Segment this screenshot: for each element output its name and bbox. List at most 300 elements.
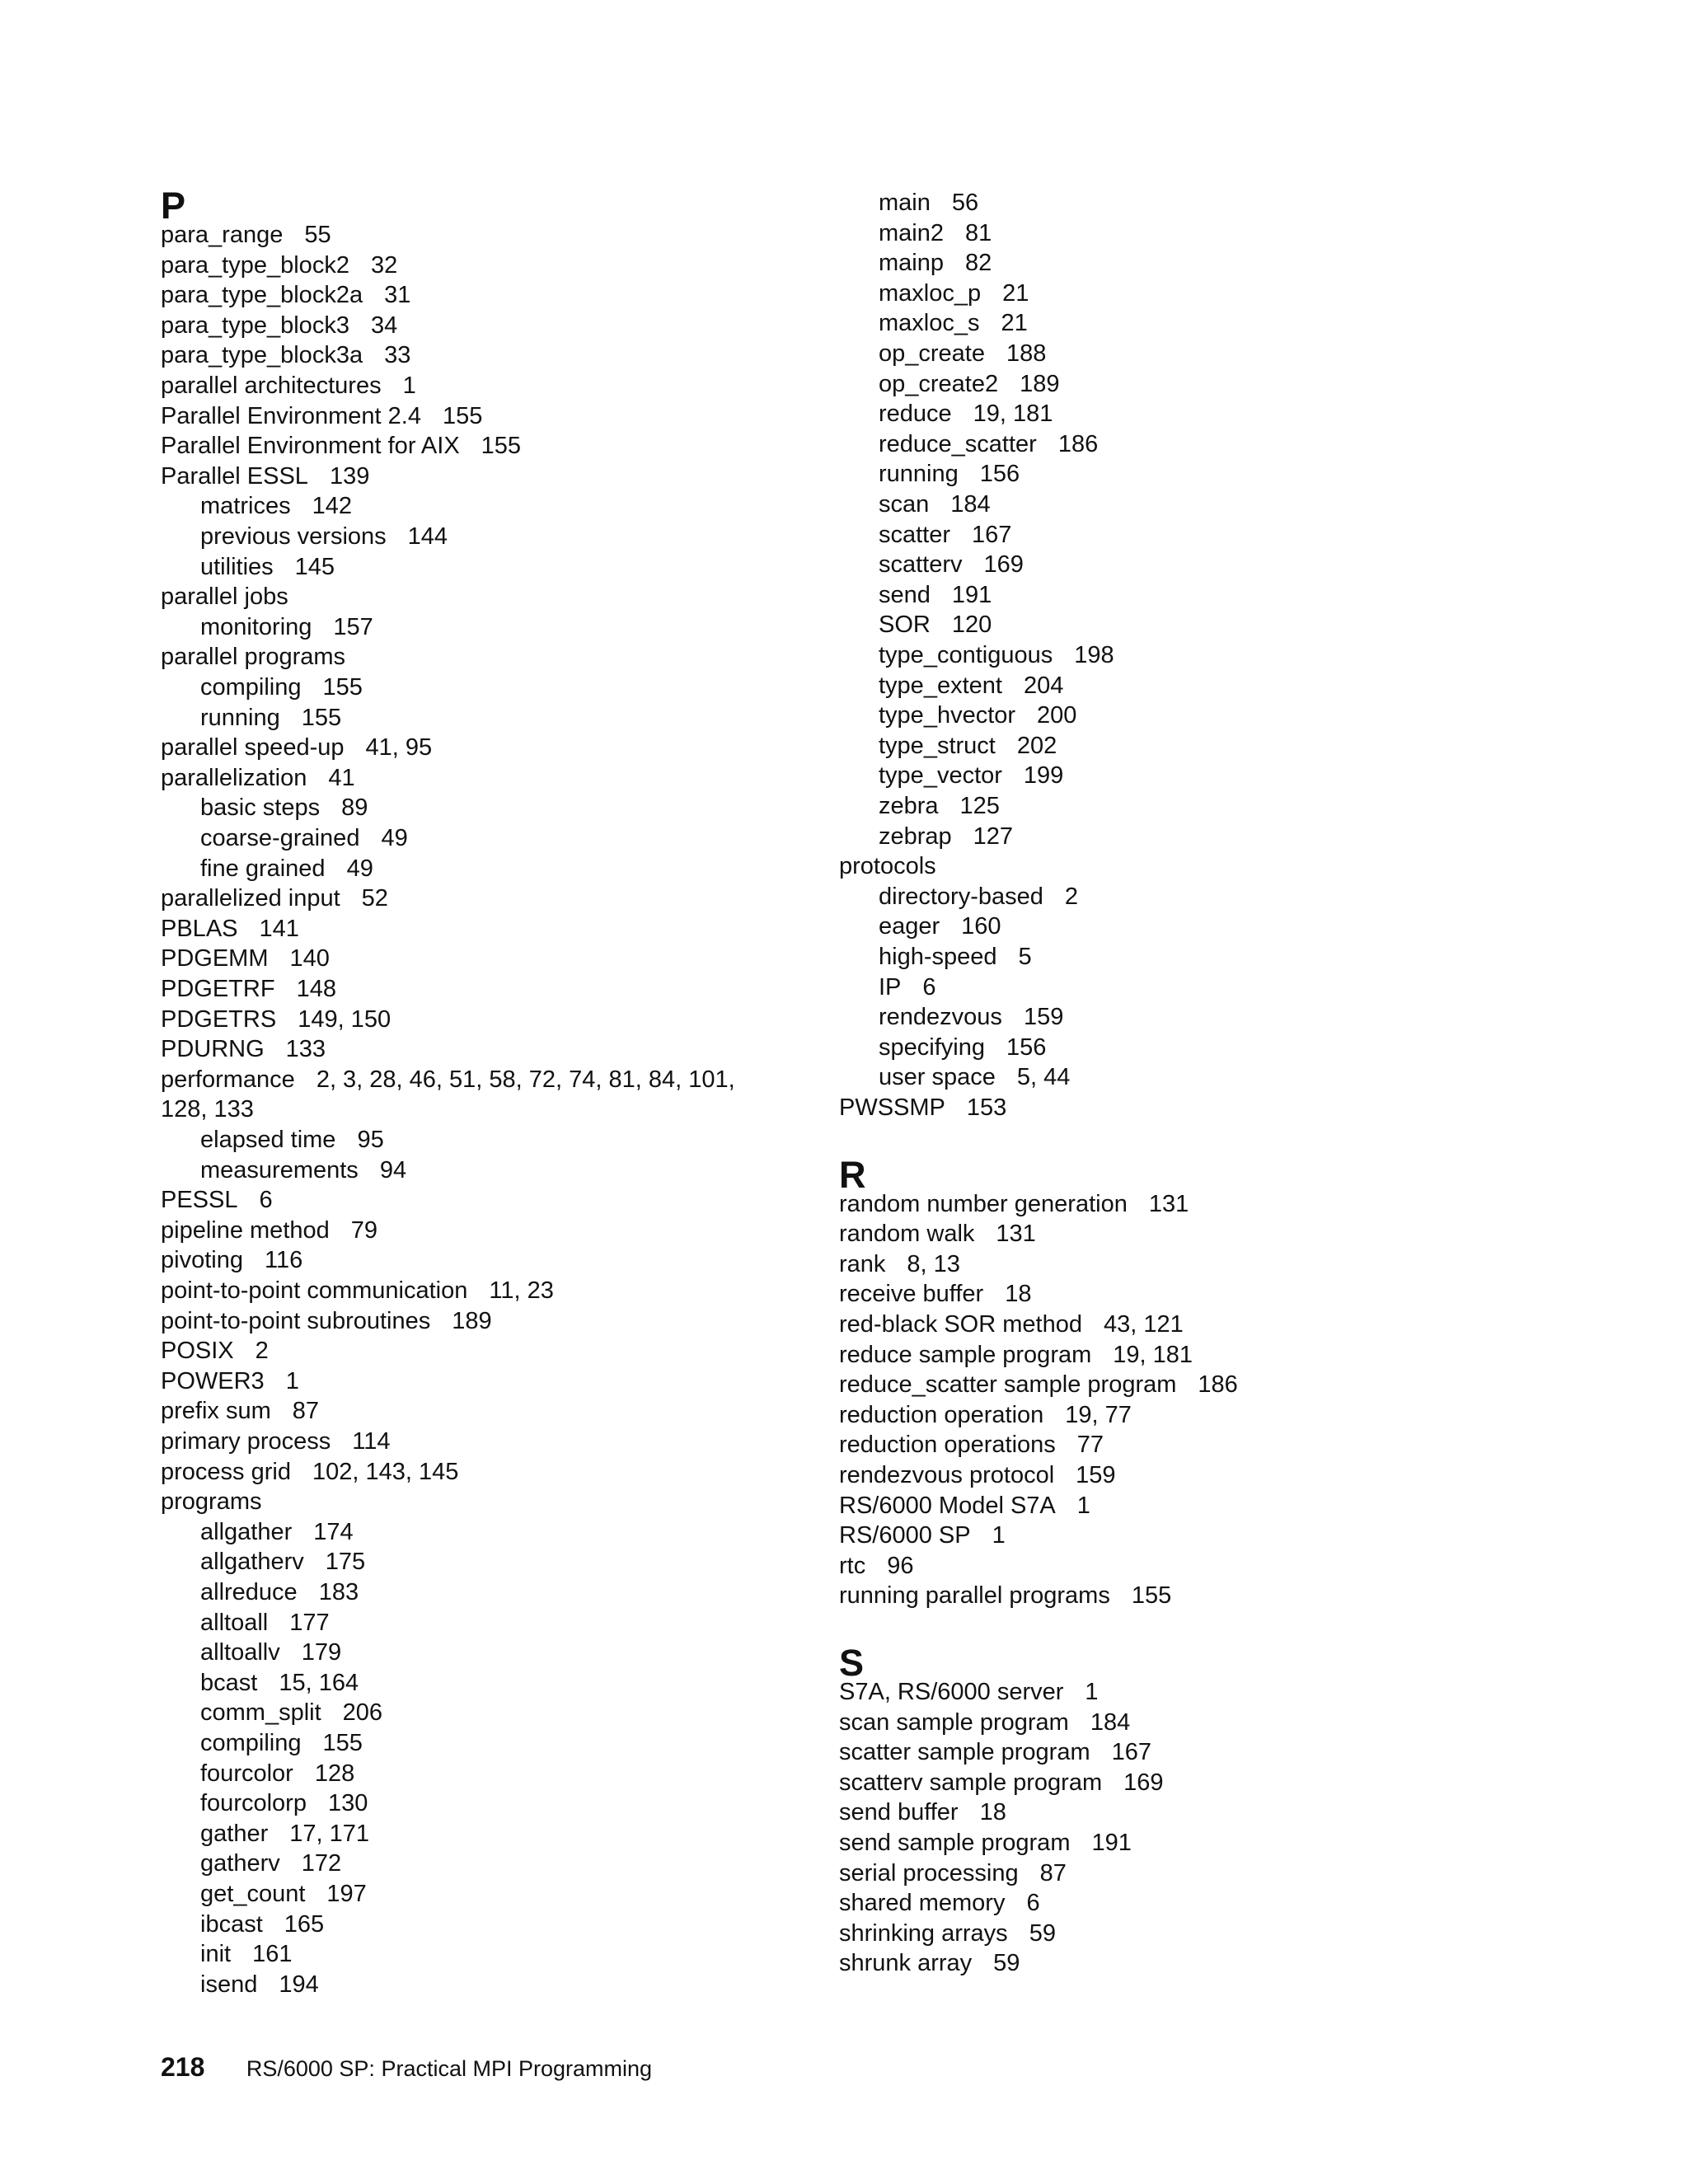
index-subentry xyxy=(200,1577,359,1607)
index-page-refs: 21 xyxy=(1001,310,1028,337)
index-subentry xyxy=(879,942,1032,972)
index-term: PDURNG xyxy=(161,1036,265,1063)
index-term: primary process xyxy=(161,1428,331,1455)
index-term: type_vector xyxy=(879,762,1002,790)
index-page-refs: 125 xyxy=(959,793,1000,819)
index-subentry xyxy=(200,1698,382,1727)
index-term: rtc xyxy=(839,1552,866,1579)
index-term: POSIX xyxy=(161,1338,234,1365)
index-subentry xyxy=(200,703,341,733)
index-page-refs: 41, 95 xyxy=(365,734,433,762)
index-subentry xyxy=(879,308,1028,338)
index-term: S7A, RS/6000 server xyxy=(839,1679,1064,1705)
index-entry xyxy=(161,1457,458,1487)
index-subentry xyxy=(879,580,992,610)
index-term: directory-based xyxy=(879,883,1043,910)
index-entry xyxy=(839,1219,1036,1249)
index-entry xyxy=(161,1487,262,1516)
index-entry xyxy=(161,1065,735,1124)
index-page-refs: 49 xyxy=(381,825,408,851)
index-term: programs xyxy=(161,1488,262,1516)
index-page-refs: 167 xyxy=(972,521,1012,548)
index-term: gatherv xyxy=(200,1850,280,1877)
index-page-refs: 87 xyxy=(1039,1859,1067,1886)
index-entry xyxy=(839,1491,1090,1521)
index-term: Parallel ESSL xyxy=(161,462,308,490)
index-subentry xyxy=(879,610,992,640)
index-subentry xyxy=(200,1819,369,1849)
index-entry xyxy=(161,1034,326,1064)
index-entry xyxy=(161,883,388,913)
index-subentry xyxy=(200,1125,384,1155)
index-subentry xyxy=(200,1547,365,1577)
index-page-refs: 140 xyxy=(289,945,330,972)
index-page-refs: 95 xyxy=(357,1127,384,1153)
index-term: type_struct xyxy=(879,732,996,759)
index-subentry xyxy=(879,791,1000,821)
index-term: point-to-point subroutines xyxy=(161,1307,431,1334)
index-page-refs: 1 xyxy=(1085,1679,1099,1705)
index-page-refs: 127 xyxy=(973,823,1014,850)
index-subentry xyxy=(200,1879,367,1909)
index-page-refs: 5 xyxy=(1018,944,1032,970)
index-entry xyxy=(161,733,432,762)
index-page-refs: 6 xyxy=(259,1187,273,1214)
index-subentry xyxy=(879,701,1076,730)
index-page-refs: 131 xyxy=(1148,1190,1189,1217)
index-term: isend xyxy=(200,1971,258,1998)
index-term: point-to-point communication xyxy=(161,1277,468,1304)
index-term: alltoallv xyxy=(200,1639,280,1666)
index-page-refs: 128 xyxy=(314,1760,355,1787)
index-entry xyxy=(161,1366,299,1396)
index-entry xyxy=(839,1093,1006,1122)
index-term: rendezvous protocol xyxy=(839,1462,1055,1488)
index-term: gather xyxy=(200,1820,269,1847)
index-term: type_contiguous xyxy=(879,642,1053,668)
index-term: PDGETRF xyxy=(161,976,275,1002)
index-page-refs: 5, 44 xyxy=(1016,1064,1071,1091)
index-page-refs: 19, 181 xyxy=(1113,1341,1193,1368)
index-page-refs: 81 xyxy=(965,219,992,246)
index-page-refs: 202 xyxy=(1016,732,1057,759)
index-page-refs: 17, 171 xyxy=(289,1820,369,1847)
index-term: elapsed time xyxy=(200,1127,336,1153)
index-term: parallel speed-up xyxy=(161,734,345,762)
index-entry xyxy=(839,1919,1056,1948)
index-term: protocols xyxy=(839,853,936,880)
index-entry xyxy=(161,280,410,310)
index-entry xyxy=(161,220,331,250)
index-page-refs: 156 xyxy=(979,461,1020,488)
index-entry xyxy=(161,1276,554,1305)
index-term: reduce_scatter xyxy=(879,430,1037,457)
index-subentry xyxy=(879,1033,1046,1062)
index-term: send buffer xyxy=(839,1799,959,1826)
index-entry xyxy=(839,1310,1184,1339)
index-term: reduction operation xyxy=(839,1401,1044,1428)
index-term: get_count xyxy=(200,1881,306,1907)
index-subentry xyxy=(879,188,978,218)
index-subentry xyxy=(200,552,335,582)
index-entry xyxy=(839,1249,960,1279)
index-term: red-black SOR method xyxy=(839,1311,1082,1338)
index-subentry xyxy=(879,459,1020,489)
index-page-refs: 197 xyxy=(326,1881,367,1907)
index-term: allgatherv xyxy=(200,1549,304,1576)
index-page-refs: 120 xyxy=(951,612,992,639)
index-term: coarse-grained xyxy=(200,825,360,851)
index-entry xyxy=(839,1430,1104,1460)
index-page-refs: 167 xyxy=(1111,1739,1152,1766)
index-page-refs: 33 xyxy=(384,342,411,369)
index-subentry xyxy=(200,1849,341,1878)
index-entry xyxy=(839,1279,1031,1309)
index-term: RS/6000 Model S7A xyxy=(839,1492,1056,1519)
index-term: main xyxy=(879,190,931,216)
index-page-refs: 1 xyxy=(285,1367,299,1394)
index-page-refs: 1 xyxy=(1076,1492,1090,1519)
index-term: send sample program xyxy=(839,1830,1071,1856)
index-page-refs: 198 xyxy=(1074,642,1114,668)
index-page-refs: 15, 164 xyxy=(279,1669,359,1696)
index-term: random walk xyxy=(839,1221,975,1248)
index-subentry xyxy=(879,822,1013,851)
book-title: RS/6000 SP: Practical MPI Programming xyxy=(246,2056,653,2081)
index-term: IP xyxy=(879,973,902,1001)
index-term: parallel architectures xyxy=(161,373,382,399)
index-page-refs: 159 xyxy=(1076,1462,1116,1488)
index-term: scatterv sample program xyxy=(839,1769,1103,1796)
index-page-refs: 18 xyxy=(1005,1281,1032,1308)
index-subentry xyxy=(200,1759,354,1788)
index-page-refs: 32 xyxy=(370,251,398,279)
index-entry xyxy=(161,1396,319,1426)
index-page-refs: 55 xyxy=(304,222,331,248)
index-page-refs: 94 xyxy=(379,1156,407,1183)
index-page-refs: 1 xyxy=(402,373,416,399)
index-page-refs: 194 xyxy=(279,1971,319,1998)
index-term: mainp xyxy=(879,250,944,277)
index-page-refs: 19, 181 xyxy=(973,401,1053,428)
index-page-refs: 6 xyxy=(1026,1890,1040,1917)
index-entry xyxy=(161,340,410,370)
index-page-refs: 114 xyxy=(352,1428,391,1455)
index-entry xyxy=(839,1581,1171,1610)
index-page-refs: 188 xyxy=(1006,340,1047,367)
index-entry xyxy=(839,1828,1132,1858)
page-number: 218 xyxy=(161,2052,205,2082)
index-entry xyxy=(839,1737,1151,1767)
index-page-refs: 43, 121 xyxy=(1103,1311,1184,1338)
index-subentry xyxy=(879,912,1001,941)
index-term: performance xyxy=(161,1066,295,1093)
index-term: allreduce xyxy=(200,1579,298,1605)
index-subentry xyxy=(879,1062,1070,1092)
index-page-refs: 2 xyxy=(1064,883,1079,910)
index-term: reduce_scatter sample program xyxy=(839,1371,1177,1399)
index-page-refs: 191 xyxy=(1091,1830,1132,1856)
index-page-refs: 204 xyxy=(1023,672,1064,699)
index-page-refs: 77 xyxy=(1076,1432,1104,1459)
index-entry xyxy=(161,1185,273,1215)
index-term: pipeline method xyxy=(161,1216,330,1244)
index-page-refs: 144 xyxy=(407,523,448,550)
index-page-refs: 1 xyxy=(992,1522,1006,1549)
index-page-refs: 96 xyxy=(887,1552,914,1579)
index-term: ibcast xyxy=(200,1910,263,1938)
index-page-refs: 102, 143, 145 xyxy=(312,1458,459,1485)
index-entry xyxy=(161,1427,391,1456)
index-subentry xyxy=(879,882,1078,912)
index-page-refs: 183 xyxy=(318,1579,359,1605)
index-entry xyxy=(839,1677,1099,1707)
index-page-refs: 18 xyxy=(979,1799,1006,1826)
index-term: para_type_block2a xyxy=(161,282,363,309)
index-term: parallel programs xyxy=(161,644,346,671)
index-page-refs: 200 xyxy=(1037,702,1077,729)
index-term: scan sample program xyxy=(839,1708,1069,1736)
index-subentry xyxy=(200,1517,354,1547)
index-term: comm_split xyxy=(200,1699,321,1727)
index-page-refs: 161 xyxy=(252,1941,293,1968)
index-page-refs: 21 xyxy=(1002,279,1029,307)
section-letter-s: S xyxy=(839,1642,865,1684)
index-term: compiling xyxy=(200,1730,302,1756)
index-subentry xyxy=(879,550,1024,579)
index-page-refs: 142 xyxy=(312,493,352,520)
index-term: shrinking arrays xyxy=(839,1919,1008,1947)
index-subentry xyxy=(200,854,373,883)
index-page-refs: 160 xyxy=(961,913,1001,940)
index-term: utilities xyxy=(200,553,274,580)
index-term: scatter sample program xyxy=(839,1739,1090,1766)
index-term: fourcolor xyxy=(200,1760,293,1787)
index-term: PBLAS xyxy=(161,915,238,942)
index-page-refs-continued: 128, 133 xyxy=(161,1095,254,1122)
index-term: maxloc_s xyxy=(879,310,980,337)
index-subentry xyxy=(879,369,1060,399)
index-page-refs: 169 xyxy=(983,551,1024,579)
index-term: high-speed xyxy=(879,944,997,970)
index-term: send xyxy=(879,581,931,608)
index-subentry xyxy=(200,1608,330,1638)
index-page-refs: 49 xyxy=(346,855,373,882)
index-term: RS/6000 SP xyxy=(839,1522,971,1549)
index-page-refs: 52 xyxy=(361,885,388,912)
index-term: alltoall xyxy=(200,1609,269,1636)
index-page-refs: 186 xyxy=(1198,1371,1238,1399)
index-subentry xyxy=(879,972,936,1002)
index-subentry xyxy=(200,793,368,823)
index-page-refs: 145 xyxy=(294,553,335,580)
index-term: SOR xyxy=(879,612,931,639)
index-term: para_range xyxy=(161,222,284,248)
index-term: basic steps xyxy=(200,794,321,822)
index-term: process grid xyxy=(161,1458,291,1485)
index-entry xyxy=(839,1797,1006,1827)
index-subentry xyxy=(200,1728,363,1758)
index-subentry xyxy=(879,279,1029,308)
index-term: type_extent xyxy=(879,672,1002,699)
index-term: scatter xyxy=(879,521,951,548)
index-term: scan xyxy=(879,491,930,518)
index-page-refs: 155 xyxy=(322,674,363,701)
index-term: matrices xyxy=(200,493,291,520)
index-term: bcast xyxy=(200,1669,258,1696)
index-term: para_type_block3 xyxy=(161,312,349,339)
index-term: prefix sum xyxy=(161,1398,271,1425)
index-page-refs: 155 xyxy=(481,433,522,460)
index-term: running parallel programs xyxy=(839,1582,1110,1610)
index-subentry xyxy=(879,520,1011,550)
index-term: Parallel Environment 2.4 xyxy=(161,402,421,429)
index-entry xyxy=(839,1768,1164,1797)
index-subentry xyxy=(200,1638,341,1667)
index-entry xyxy=(839,1189,1189,1219)
index-subentry xyxy=(200,522,448,551)
index-term: zebra xyxy=(879,793,939,819)
index-term: compiling xyxy=(200,674,302,701)
index-term: serial processing xyxy=(839,1859,1019,1886)
index-subentry xyxy=(879,731,1057,761)
index-page-refs: 19, 77 xyxy=(1065,1401,1132,1428)
index-subentry xyxy=(879,1002,1063,1032)
index-page-refs: 153 xyxy=(966,1094,1007,1121)
index-subentry xyxy=(200,1788,368,1818)
index-subentry xyxy=(200,1668,359,1698)
index-page-refs: 169 xyxy=(1123,1769,1164,1796)
index-entry xyxy=(161,914,299,944)
index-page-refs: 139 xyxy=(329,462,370,490)
index-entry xyxy=(161,944,330,973)
index-subentry xyxy=(200,1155,406,1185)
index-entry xyxy=(161,251,397,280)
index-term: para_type_block3a xyxy=(161,342,363,369)
index-term: reduce xyxy=(879,401,952,428)
index-page-refs: 130 xyxy=(327,1790,368,1817)
index-page-refs: 149, 150 xyxy=(298,1005,392,1033)
index-term: user space xyxy=(879,1064,996,1091)
index-entry xyxy=(161,431,521,461)
index-page-refs: 165 xyxy=(284,1910,325,1938)
index-subentry xyxy=(879,218,992,248)
index-page-refs: 155 xyxy=(301,704,342,731)
index-page-refs: 186 xyxy=(1057,430,1099,457)
index-term: rendezvous xyxy=(879,1004,1002,1031)
index-page-refs: 116 xyxy=(264,1247,303,1274)
index-subentry xyxy=(879,339,1046,368)
index-entry xyxy=(161,401,482,431)
index-subentry xyxy=(879,399,1053,429)
index-term: measurements xyxy=(200,1156,359,1183)
index-page-refs: 179 xyxy=(301,1639,342,1666)
index-entry xyxy=(839,1708,1130,1737)
index-page-refs: 82 xyxy=(965,250,992,277)
index-term: PWSSMP xyxy=(839,1094,945,1121)
index-term: previous versions xyxy=(200,523,387,550)
index-page-refs: 174 xyxy=(313,1518,354,1545)
index-page-refs: 156 xyxy=(1006,1033,1047,1061)
index-term: shared memory xyxy=(839,1890,1006,1917)
index-page-refs: 41 xyxy=(328,764,355,791)
index-term: scatterv xyxy=(879,551,963,579)
index-subentry xyxy=(879,490,991,519)
index-subentry xyxy=(879,429,1098,459)
index-term: allgather xyxy=(200,1518,293,1545)
index-subentry xyxy=(879,761,1063,790)
index-page-refs: 56 xyxy=(951,190,979,216)
index-term: zebrap xyxy=(879,823,952,850)
index-page-refs: 2, 3, 28, 46, 51, 58, 72, 74, 81, 84, 101, xyxy=(316,1066,735,1093)
index-term: shrunk array xyxy=(839,1950,973,1977)
index-entry xyxy=(161,1336,269,1366)
index-subentry xyxy=(879,640,1114,670)
index-term: init xyxy=(200,1941,232,1968)
index-subentry xyxy=(200,612,373,642)
index-term: para_type_block2 xyxy=(161,251,349,279)
index-entry xyxy=(839,851,936,881)
index-term: parallelized input xyxy=(161,885,340,912)
index-page-refs: 159 xyxy=(1023,1004,1064,1031)
index-entry xyxy=(839,1521,1006,1550)
index-entry xyxy=(161,974,336,1004)
index-page-refs: 141 xyxy=(259,915,299,942)
index-term: type_hvector xyxy=(879,702,1016,729)
index-term: reduce sample program xyxy=(839,1341,1092,1368)
index-entry xyxy=(839,1948,1020,1978)
index-term: running xyxy=(200,704,280,731)
index-term: maxloc_p xyxy=(879,279,982,307)
index-page-refs: 184 xyxy=(950,491,991,518)
index-entry xyxy=(161,1306,492,1336)
index-subentry xyxy=(200,673,363,702)
index-page-refs: 155 xyxy=(322,1730,363,1756)
index-page-refs: 31 xyxy=(384,282,411,309)
index-term: rank xyxy=(839,1250,886,1277)
index-term: eager xyxy=(879,913,940,940)
index-subentry xyxy=(200,823,408,853)
index-term: op_create2 xyxy=(879,370,999,397)
index-page-refs: 189 xyxy=(1020,370,1060,397)
index-term: parallel jobs xyxy=(161,583,288,611)
index-term: pivoting xyxy=(161,1247,243,1274)
index-entry xyxy=(839,1340,1193,1370)
index-subentry xyxy=(200,1970,319,1999)
index-entry xyxy=(161,582,288,612)
index-entry xyxy=(161,462,369,491)
index-subentry xyxy=(879,671,1063,701)
index-term: Parallel Environment for AIX xyxy=(161,433,460,460)
index-term: PESSL xyxy=(161,1187,238,1214)
index-subentry xyxy=(200,1939,292,1969)
index-entry xyxy=(839,1370,1238,1399)
index-page-refs: 175 xyxy=(325,1549,366,1576)
index-term: PDGEMM xyxy=(161,945,269,972)
page-footer xyxy=(161,2052,652,2083)
index-term: fine grained xyxy=(200,855,326,882)
index-subentry xyxy=(200,1910,324,1939)
index-subentry xyxy=(200,491,352,521)
index-entry xyxy=(839,1888,1040,1918)
index-entry xyxy=(161,1005,391,1034)
index-page-refs: 155 xyxy=(1131,1582,1172,1610)
index-page-refs: 34 xyxy=(370,312,398,339)
index-page-refs: 177 xyxy=(289,1609,330,1636)
index-term: running xyxy=(879,461,959,488)
index-entry xyxy=(839,1460,1116,1490)
index-term: parallelization xyxy=(161,764,307,791)
